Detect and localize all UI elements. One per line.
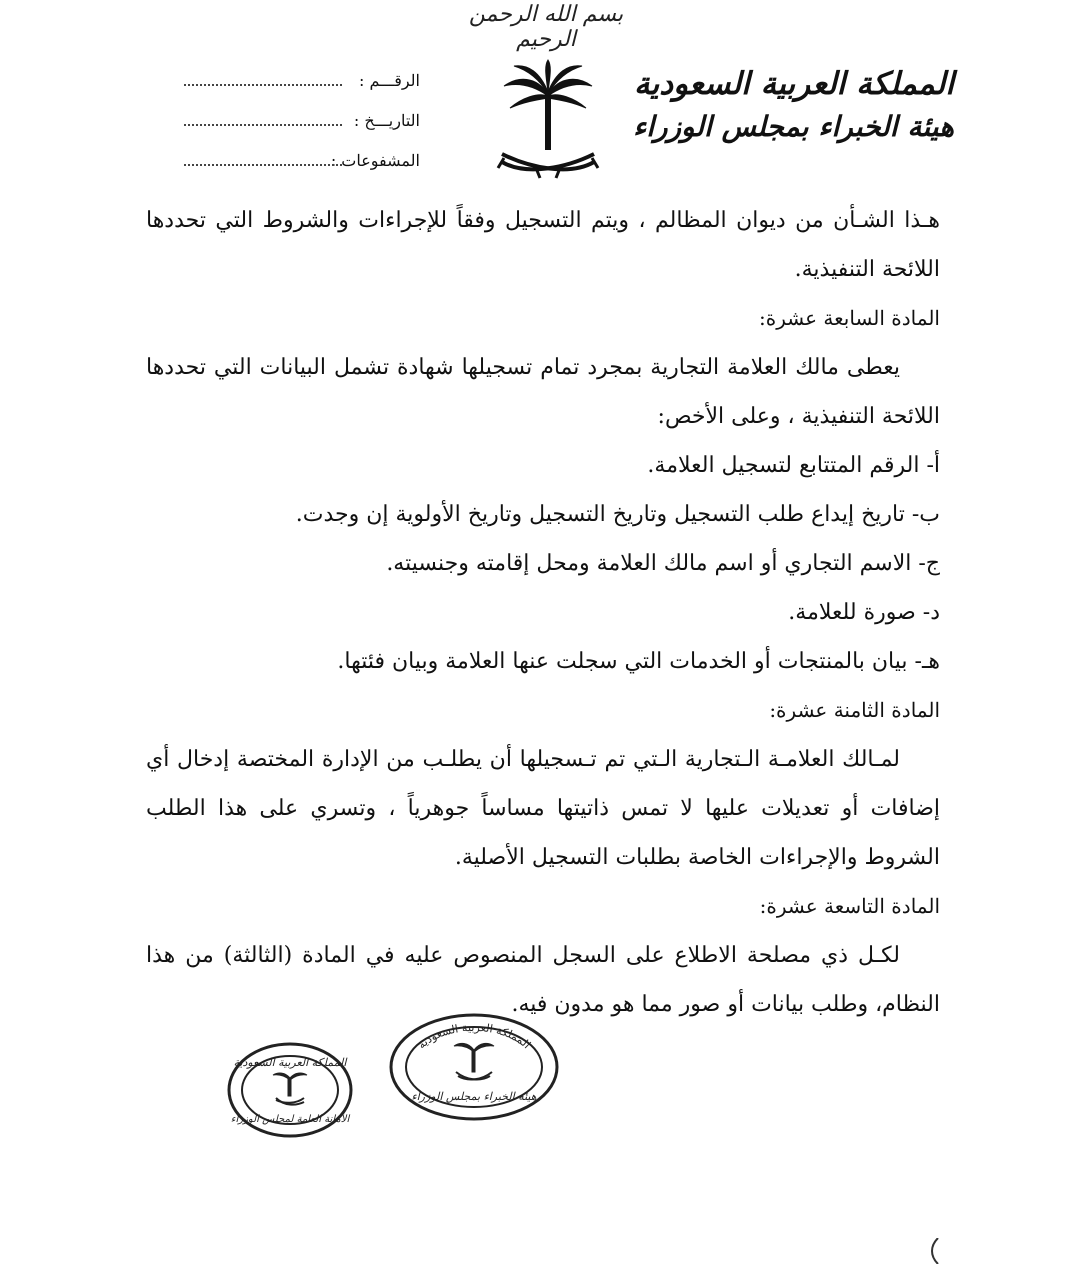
ref-date-blank (184, 110, 342, 126)
ref-date-label: التاريـــخ : (353, 111, 420, 130)
article-18-text: لمـالك العلامـة الـتجارية الـتي تم تـسجيلها أن يطلـب من الإدارة المختصة إدخال أي إضافات أو تعديلات عليها لا تمس ذاتيتها مساساً جوهرياً ، وتسري على هذا الطلب الشروط والإجراءات الخاصة بطلبات التسجيل الأصلية. (146, 747, 940, 870)
list-item-e: هـ- بيان بالمنتجات أو الخدمات التي سجلت عنها العلامة وبيان فئتها. (337, 649, 940, 674)
ref-number-blank (184, 70, 342, 86)
ref-attachments-label: المشفوعات : (330, 151, 420, 170)
article-18-heading: المادة الثامنة عشرة: (769, 698, 940, 722)
org-name-line1: المملكة العربية السعودية (634, 66, 954, 102)
list-item-d: د- صورة للعلامة. (788, 600, 940, 625)
basmala: بسم الله الرحمن الرحيم (468, 2, 624, 52)
svg-text:هيئة الخبراء بمجلس الوزراء: هيئة الخبراء بمجلس الوزراء (411, 1090, 537, 1103)
ref-attachments-row (180, 150, 420, 190)
article-19-text: لكـل ذي مصلحة الاطلاع على السجل المنصوص عليه في المادة (الثالثة) من هذا النظام، وطلب بيانات أو صور مما هو مدون فيه. (146, 943, 940, 1017)
organization-header (633, 62, 954, 148)
document-body (146, 196, 940, 1029)
ref-date-row (180, 110, 420, 150)
experts-commission-seal-icon (388, 1012, 560, 1122)
general-secretariat-seal-icon (226, 1040, 354, 1140)
ref-number-row (180, 70, 420, 110)
body-paragraph: هـذا الشـأن من ديوان المظالم ، ويتم التسجيل وفقاً للإجراءات والشروط التي تحددها اللائحة التنفيذية. (146, 208, 940, 282)
list-item-b: ب- تاريخ إيداع طلب التسجيل وتاريخ التسجيل وتاريخ الأولوية إن وجدت. (295, 502, 940, 527)
article-19-heading: المادة التاسعة عشرة: (759, 894, 940, 918)
article-17-text: يعطى مالك العلامة التجارية بمجرد تمام تسجيلها شهادة تشمل البيانات التي تحددها اللائحة التنفيذية ، وعلى الأخص: (146, 355, 940, 429)
reference-fields (180, 70, 420, 190)
list-item-c: ج- الاسم التجاري أو اسم مالك العلامة ومحل إقامته وجنسيته. (386, 551, 940, 576)
svg-text:المملكة العربية السعودية: المملكة العربية السعودية (415, 1020, 534, 1052)
saudi-emblem-icon (496, 58, 600, 188)
footer-bracket-mark (928, 1238, 942, 1264)
org-name-line2: هيئة الخبراء بمجلس الوزراء (633, 110, 954, 143)
ref-number-label: الرقـــم : (359, 71, 420, 90)
svg-text:الأمانة العامة لمجلس الوزراء: الأمانة العامة لمجلس الوزراء (230, 1114, 350, 1125)
list-item-a: أ- الرقم المتتابع لتسجيل العلامة. (647, 453, 940, 478)
ref-attachments-blank (184, 150, 342, 166)
svg-text:المملكة العربية السعودية: المملكة العربية السعودية (233, 1056, 347, 1069)
article-17-heading: المادة السابعة عشرة: (759, 306, 940, 330)
